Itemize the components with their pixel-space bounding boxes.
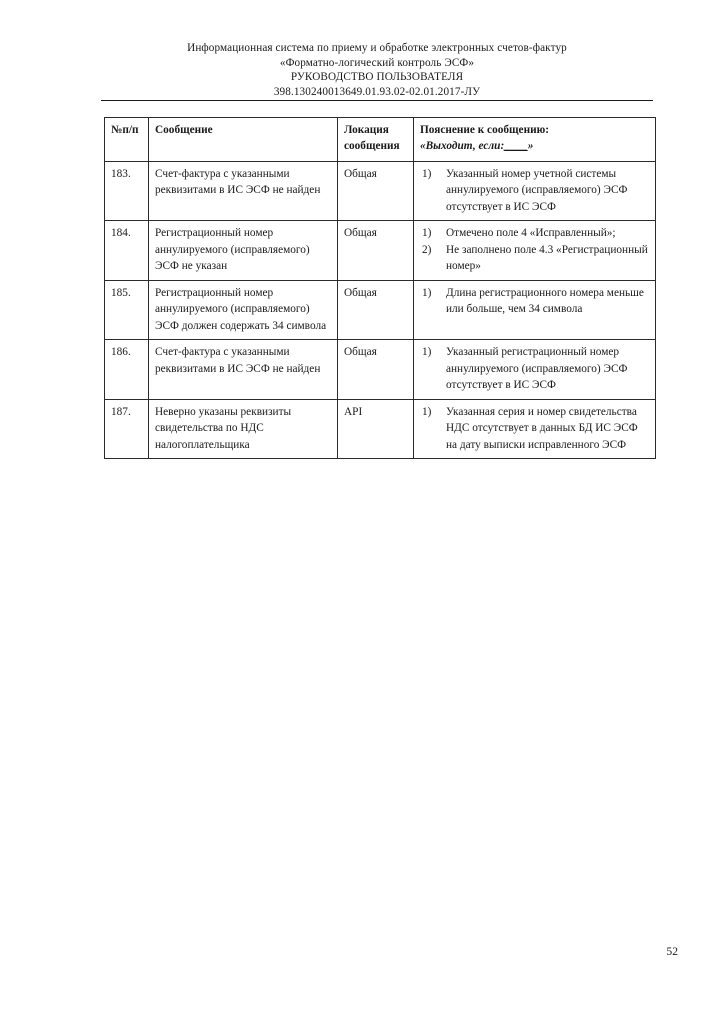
header-divider-rule <box>101 100 653 101</box>
cell-location: Общая <box>338 280 414 339</box>
explanation-item-text: Не заполнено поле 4.3 «Регистрационный номер» <box>446 243 648 273</box>
column-header-explanation-title: Пояснение к сообщению: <box>420 124 549 136</box>
cell-explanation <box>414 280 656 339</box>
explanation-list <box>420 344 650 393</box>
cell-location: Общая <box>338 161 414 220</box>
cell-number: 185. <box>105 280 149 339</box>
cell-explanation <box>414 399 656 458</box>
cell-number: 183. <box>105 161 149 220</box>
explanation-item-marker: 1) <box>422 405 432 418</box>
column-header-location: Локация сообщения <box>338 118 414 162</box>
cell-explanation <box>414 340 656 399</box>
explanation-subtitle-suffix: » <box>527 140 534 153</box>
cell-number: 187. <box>105 399 149 458</box>
explanation-item-text: Указанная серия и номер свидетельства НДС отсутствует в данных БД ИС ЭСФ на дату выписки исправленного ЭСФ <box>446 405 638 451</box>
cell-message: Неверно указаны реквизиты свидетельства по НДС налогоплательщика <box>149 399 338 458</box>
cell-explanation <box>414 161 656 220</box>
explanation-list <box>420 285 650 318</box>
cell-explanation <box>414 221 656 280</box>
explanation-item-marker: 2) <box>422 243 432 256</box>
header-line-1: Информационная система по приему и обработке электронных счетов-фактур <box>187 42 567 54</box>
table-row <box>105 399 656 458</box>
cell-message: Регистрационный номер аннулируемого (исправляемого) ЭСФ должен содержать 34 символа <box>149 280 338 339</box>
explanation-subtitle-blank: ____ <box>504 140 528 153</box>
cell-message: Регистрационный номер аннулируемого (исправляемого) ЭСФ не указан <box>149 221 338 280</box>
header-line-2: «Форматно-логический контроль ЭСФ» <box>279 56 475 69</box>
table-row <box>105 340 656 399</box>
explanation-item-marker: 1) <box>422 227 432 240</box>
cell-message: Счет-фактура с указанными реквизитами в ИС ЭСФ не найден <box>149 340 338 399</box>
column-header-explanation <box>414 118 656 162</box>
cell-location: API <box>338 399 414 458</box>
explanation-item-marker: 1) <box>422 286 432 299</box>
explanation-item <box>420 225 650 241</box>
table-row <box>105 161 656 220</box>
explanation-item-text: Длина регистрационного номера меньше или больше, чем 34 символа <box>446 286 644 316</box>
table-body <box>105 161 656 458</box>
header-line-3: РУКОВОДСТВО ПОЛЬЗОВАТЕЛЯ <box>290 71 464 84</box>
table-header-row <box>105 118 656 162</box>
column-header-explanation-subtitle <box>420 138 650 154</box>
explanation-subtitle-prefix: «Выходит, если: <box>420 140 505 153</box>
cell-location: Общая <box>338 221 414 280</box>
messages-table <box>104 117 656 459</box>
column-header-message: Сообщение <box>149 118 338 162</box>
cell-number: 186. <box>105 340 149 399</box>
explanation-item-marker: 1) <box>422 346 432 359</box>
table-row <box>105 280 656 339</box>
cell-message: Счет-фактура с указанными реквизитами в ИС ЭСФ не найден <box>149 161 338 220</box>
explanation-list <box>420 166 650 215</box>
explanation-item-text: Указанный номер учетной системы аннулируемого (исправляемого) ЭСФ отсутствует в ИС ЭСФ <box>446 167 628 213</box>
explanation-list <box>420 404 650 453</box>
explanation-item-text: Указанный регистрационный номер аннулируемого (исправляемого) ЭСФ отсутствует в ИС ЭСФ <box>446 346 628 392</box>
explanation-item <box>420 344 650 393</box>
table-row <box>105 221 656 280</box>
explanation-item-text: Отмечено поле 4 «Исправленный»; <box>446 227 616 240</box>
explanation-list <box>420 225 650 274</box>
explanation-item <box>420 242 650 275</box>
page-number: 52 <box>666 945 678 958</box>
running-header <box>102 41 652 99</box>
explanation-item <box>420 166 650 215</box>
cell-location: Общая <box>338 340 414 399</box>
explanation-item <box>420 404 650 453</box>
column-header-number: №п/п <box>105 118 149 162</box>
explanation-item-marker: 1) <box>422 167 432 180</box>
explanation-item <box>420 285 650 318</box>
header-line-4: 398.130240013649.01.93.02-02.01.2017-ЛУ <box>273 85 481 98</box>
cell-number: 184. <box>105 221 149 280</box>
